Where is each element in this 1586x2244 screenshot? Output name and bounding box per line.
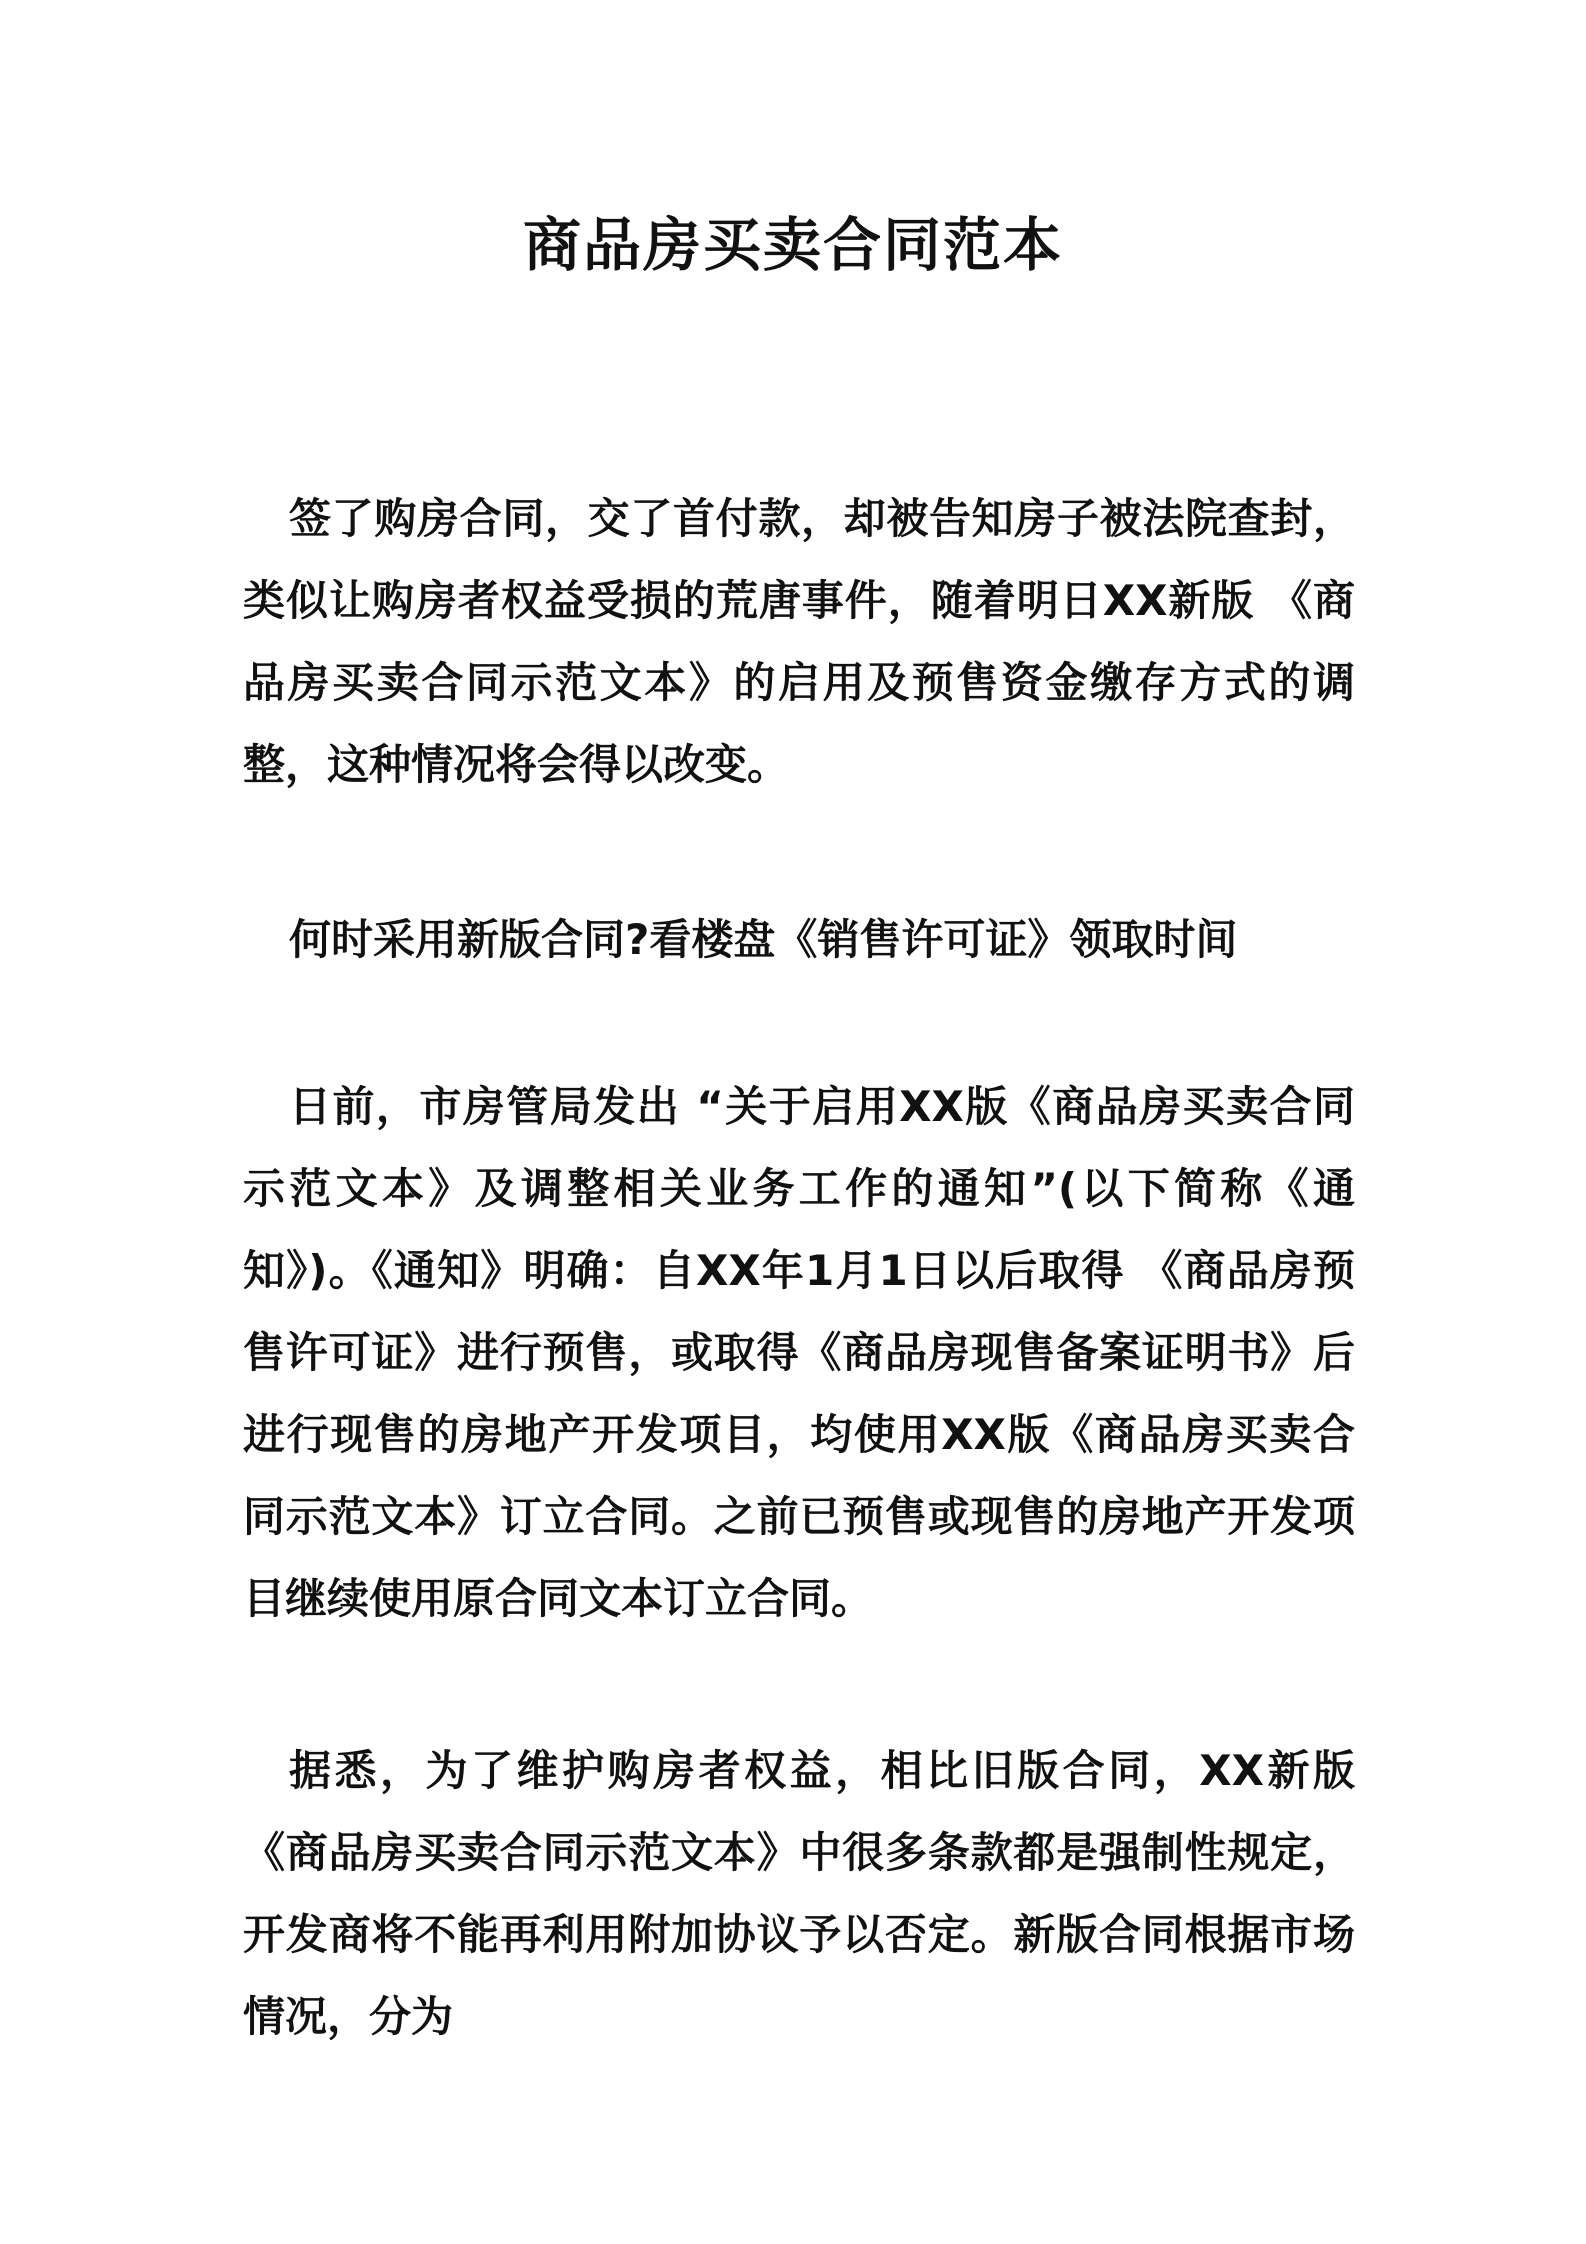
paragraph-details: 据悉，为了维护购房者权益，相比旧版合同，XX新版《商品房买卖合同示范文本》中很多条款都是强制性规定，开发商将不能再利用附加协议予以否定。新版合同根据市场情况，分为 — [243, 1746, 1355, 2041]
paragraph-intro: 签了购房合同，交了首付款，却被告知房子被法院查封，类似让购房者权益受损的荒唐事件，随着明日XX新版 《商品房买卖合同示范文本》的启用及预售资金缴存方式的调整，这种情况将会得以改变。 — [243, 494, 1355, 789]
paragraph-notice: 日前，市房管局发出 “关于启用XX版《商品房买卖合同示范文本》及调整相关业务工作的通知”(以下简称《通知》)。《通知》明确：自XX年1月1日以后取得 《商品房预售许可证》进行预售，或取得《商品房现售备案证明书》后进行现售的房地产开发项目，均使用XX版《商品房买卖合同示范文本》订立合同。之前已预售或现售的房地产开发项目继续使用原合同文本订立合同。 — [243, 1082, 1355, 1623]
section-heading: 何时采用新版合同?看楼盘《销售许可证》领取时间 — [289, 915, 1238, 964]
document-title: 商品房买卖合同范本 — [522, 211, 1063, 279]
